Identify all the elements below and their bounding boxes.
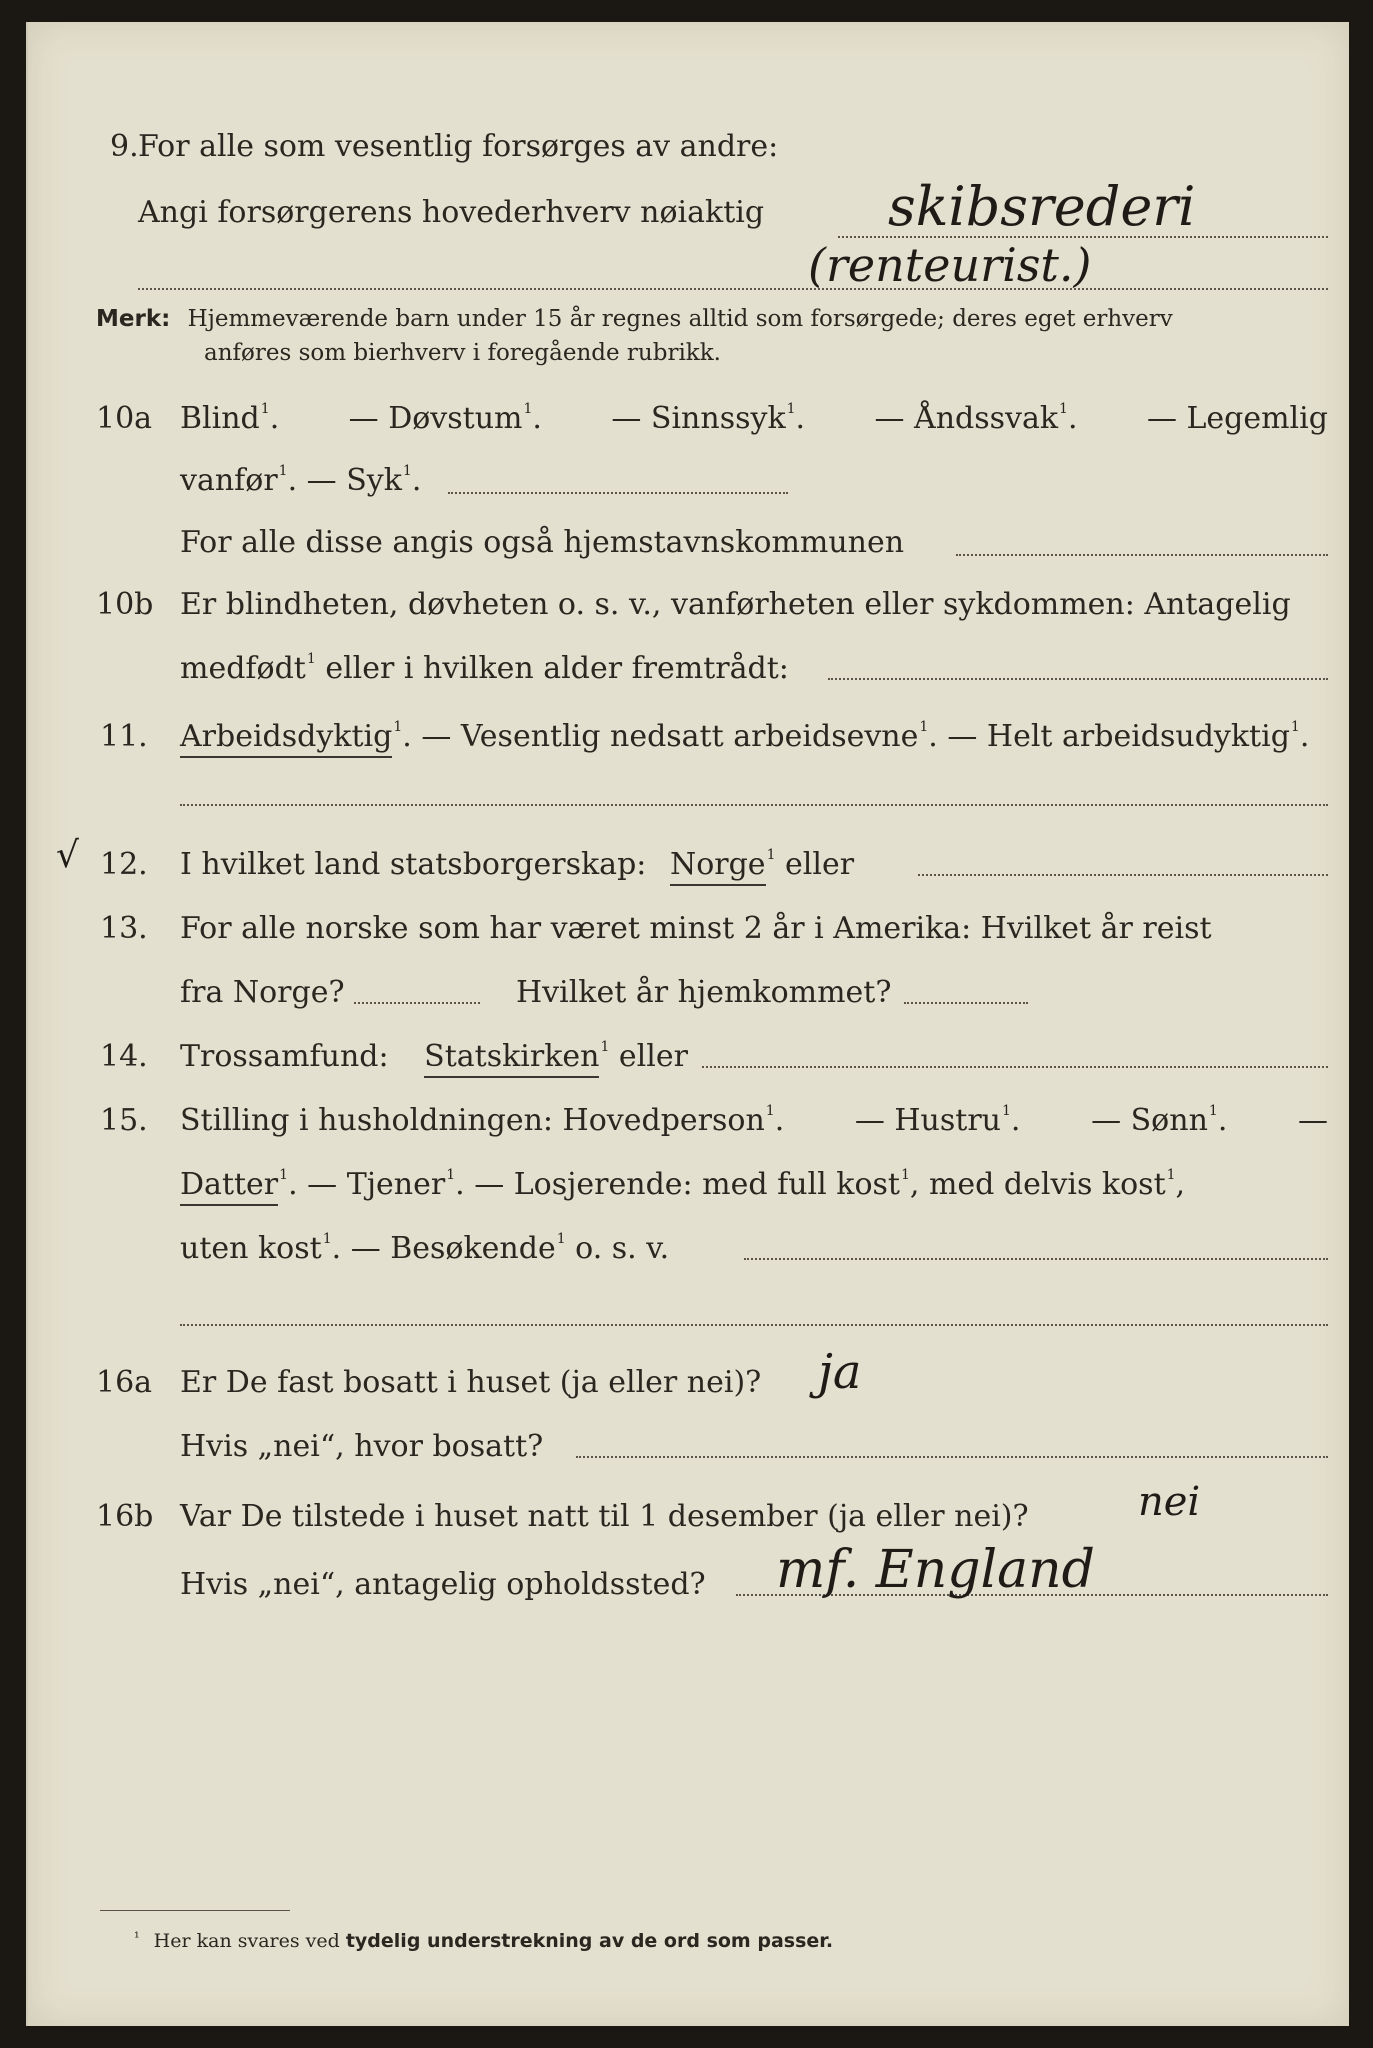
q16b-number: 16b [96, 1499, 154, 1534]
q15-line3: uten kost$^1$. — Besøkende$^1$ o. s. v. [180, 1231, 670, 1266]
census-form-page [26, 22, 1349, 2026]
q11-number: 11. [100, 719, 148, 754]
q13-reist-line [354, 1002, 480, 1004]
q15-answer-line [744, 1258, 1328, 1260]
q12-text: I hvilket land statsborgerskap: [180, 847, 647, 882]
footnote-text2: tydelig understrekning av de ord som passer. [345, 1930, 834, 1952]
option-full-kost: — Losjerende: med full kost [474, 1167, 900, 1202]
option-dovstum: — Døvstum [348, 401, 523, 436]
option-hovedperson: Stilling i husholdningen: Hovedperson [180, 1103, 765, 1138]
option-syk: — Syk [306, 463, 402, 498]
footnote [134, 1930, 833, 1952]
option-uten-kost: uten kost [180, 1231, 322, 1266]
q16b-handwritten-place: mf. England [776, 1540, 1095, 1600]
q14-answer-line [702, 1066, 1328, 1068]
q16b-line1: Var De tilstede i huset natt til 1 desember (ja eller nei)? [180, 1499, 1029, 1534]
option-sinnssyk: — Sinnssyk [611, 401, 786, 436]
q16a-bosatt-line [576, 1456, 1328, 1458]
footnote-text1: Her kan svares ved [153, 1930, 340, 1952]
q15-answer-line2 [180, 1324, 1328, 1326]
q16a-number: 16a [96, 1365, 153, 1400]
footnote-rule [100, 1910, 290, 1911]
q12-number: 12. [100, 847, 148, 882]
q10a-number: 10a [96, 401, 153, 436]
q15-line1: Stilling i husholdningen: Hovedperson$^1$. — Hustru$^1$. — Sønn$^1$. — [180, 1103, 1328, 1138]
option-sonn: — Sønn [1091, 1103, 1208, 1138]
option-datter: Datter [180, 1167, 278, 1206]
q10a-line1: Blind$^1$. — Døvstum$^1$. — Sinnssyk$^1$. — Åndssvak$^1$. — Legemlig [180, 401, 1328, 436]
option-legemlig: — Legemlig [1146, 401, 1328, 436]
option-besokende: — Besøkende [350, 1231, 556, 1266]
option-delvis-kost: , med delvis kost [909, 1167, 1166, 1202]
q10a-hjemstavn-line [956, 554, 1328, 556]
footnote-mark: ¹ [134, 1930, 140, 1946]
option-tjener: — Tjener [307, 1167, 446, 1202]
q15-number: 15. [100, 1103, 148, 1138]
merk-line2: anføres som bierhverv i foregående rubrikk. [204, 340, 721, 366]
option-medfodt: medfødt [180, 651, 306, 686]
q12-line: I hvilket land statsborgerskap: Norge$^1$ eller [180, 850, 854, 880]
checkmark: √ [56, 835, 79, 876]
q9-line2: Angi forsørgerens hovederhverv nøiaktig [138, 195, 765, 230]
q10b-number: 10b [96, 587, 154, 622]
option-arbeidsdyktig: Arbeidsdyktig [180, 719, 392, 758]
option-statskirken: Statskirken [424, 1039, 599, 1078]
q9-handwritten-answer: skibsrederi [888, 175, 1196, 238]
q13-line2a: fra Norge? [180, 975, 345, 1010]
q11-options: Arbeidsdyktig$^1$. — Vesentlig nedsatt arbeidsevne$^1$. — Helt arbeidsudyktig$^1$. [180, 722, 1309, 752]
q10a-syk-line [448, 492, 788, 494]
option-vanfor: vanfør [180, 463, 278, 498]
q10b-alder-text: eller i hvilken alder fremtrådt: [325, 651, 789, 686]
q9-line1: For alle som vesentlig forsørges av andre: [138, 129, 779, 164]
q13-hjemkommet-line [904, 1002, 1028, 1004]
q16a-line2: Hvis „nei“, hvor bosatt? [180, 1429, 544, 1464]
q16a-handwritten-answer: ja [818, 1344, 862, 1400]
q14-eller: eller [618, 1039, 688, 1074]
q16a-line1: Er De fast bosatt i huset (ja eller nei)? [180, 1365, 762, 1400]
q10b-line1: Er blindheten, døvheten o. s. v., vanførheten eller sykdommen: Antagelig [180, 587, 1291, 622]
q11-answer-line [180, 804, 1328, 806]
q14-number: 14. [100, 1039, 148, 1074]
option-nedsatt: — Vesentlig nedsatt arbeidsevne [421, 719, 919, 754]
merk-line1: Hjemmeværende barn under 15 år regnes alltid som forsørgede; deres eget erhverv [187, 306, 1173, 332]
q13-number: 13. [100, 911, 148, 946]
q10a-line3: For alle disse angis også hjemstavnskommunen [180, 525, 905, 560]
q14-text: Trossamfund: [180, 1039, 389, 1074]
q13-line1: For alle norske som har været minst 2 år i Amerika: Hvilket år reist [180, 911, 1212, 946]
q9-answer-line2 [138, 288, 1328, 290]
q16b-handwritten-answer: nei [1138, 1479, 1201, 1525]
q9-handwritten-note: (renteurist.) [808, 238, 1092, 292]
q14-line: Trossamfund: Statskirken$^1$ eller [180, 1042, 688, 1072]
q10b-line2: medfødt$^1$ eller i hvilken alder fremtrådt: [180, 651, 789, 686]
q10a-line2: vanfør$^1$. — Syk$^1$. [180, 463, 422, 498]
q13-line2b: Hvilket år hjemkommet? [516, 975, 892, 1010]
option-blind: Blind [180, 401, 260, 436]
q9-number: 9. [110, 129, 139, 164]
option-hustru: — Hustru [854, 1103, 1001, 1138]
q15-line2: Datter$^1$. — Tjener$^1$. — Losjerende: med full kost$^1$, med delvis kost$^1$, [180, 1170, 1185, 1200]
option-norge: Norge [670, 847, 766, 886]
option-andssvak: — Åndssvak [874, 401, 1059, 436]
option-udyktig: — Helt arbeidsudyktig [947, 719, 1290, 754]
q16b-line2: Hvis „nei“, antagelig opholdssted? [180, 1567, 706, 1602]
q12-eller: eller [785, 847, 855, 882]
merk-note [96, 302, 1173, 336]
q12-answer-line [918, 874, 1328, 876]
q10b-answer-line [828, 678, 1328, 680]
merk-label: Merk: [96, 306, 171, 332]
